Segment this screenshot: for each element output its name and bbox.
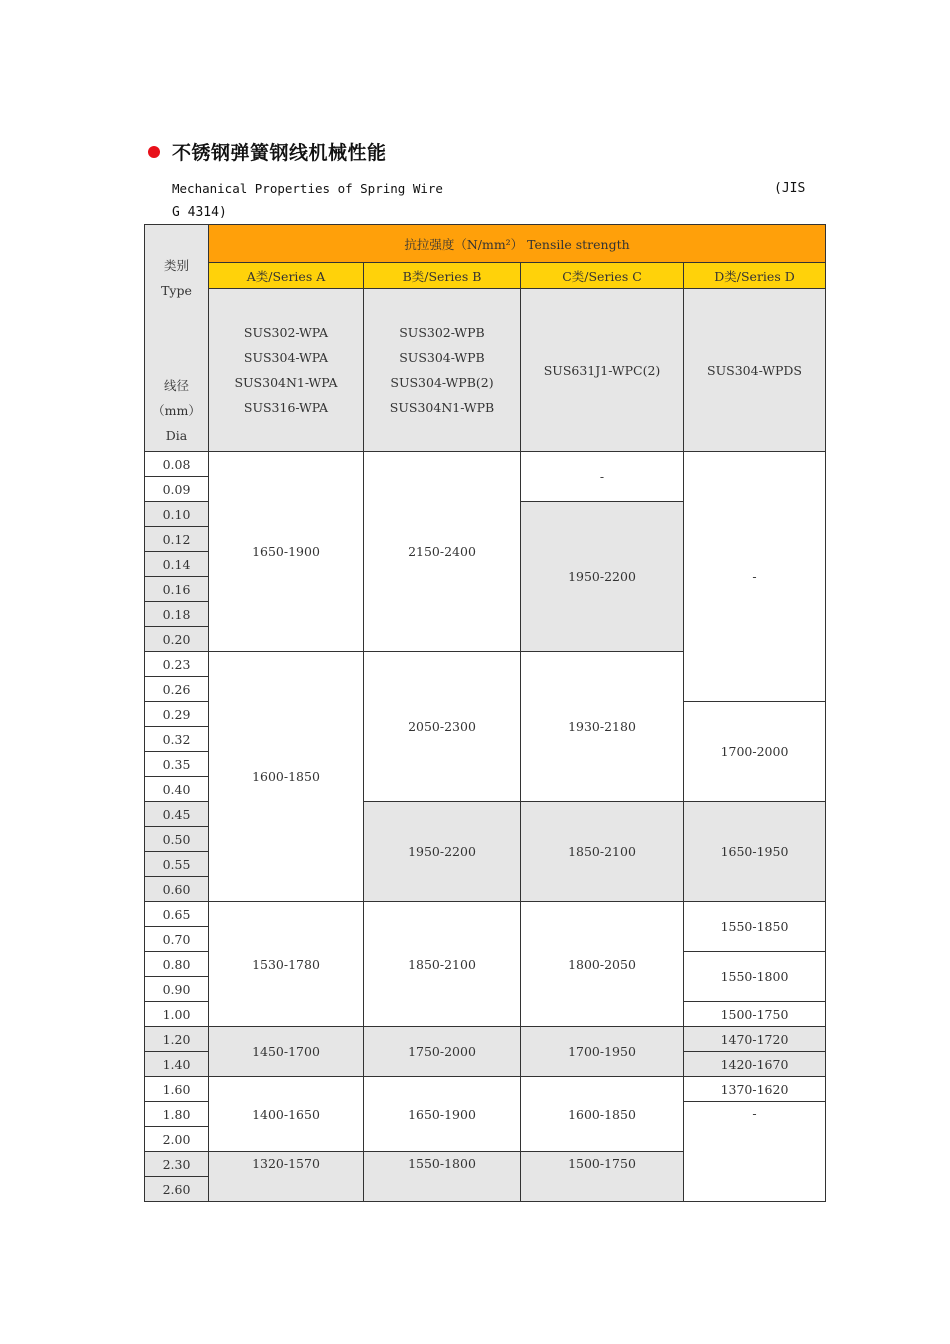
series-a-grades	[209, 289, 364, 452]
dia-cell: 0.50	[145, 827, 209, 852]
dia-cell: 0.09	[145, 477, 209, 502]
value-cell: 1950-2200	[364, 802, 521, 902]
dia-cell: 0.14	[145, 552, 209, 577]
type-label-en: Type	[161, 283, 192, 298]
value-cell: 1320-1570	[209, 1152, 364, 1202]
subtitle-standard-line2: G 4314)	[172, 205, 227, 220]
series-a-header: A类/Series A	[209, 263, 364, 289]
value-cell: 1800-2050	[521, 902, 684, 1027]
tensile-strength-header: 抗拉强度（N/mm²） Tensile strength	[209, 225, 826, 263]
dia-cell: 0.32	[145, 727, 209, 752]
value-cell: 1850-2100	[521, 802, 684, 902]
value-cell: 1750-2000	[364, 1027, 521, 1077]
dia-cell: 0.23	[145, 652, 209, 677]
value-cell: 1850-2100	[364, 902, 521, 1027]
dia-cell: 0.60	[145, 877, 209, 902]
dia-label-en: Dia	[165, 428, 188, 443]
page-title: 不锈钢弹簧钢线机械性能	[172, 142, 387, 164]
dia-cell: 1.80	[145, 1102, 209, 1127]
dia-cell: 2.30	[145, 1152, 209, 1177]
dia-cell: 0.70	[145, 927, 209, 952]
value-cell: 1500-1750	[684, 1002, 826, 1027]
series-d-grades: SUS304-WPDS	[684, 289, 826, 452]
grade: SUS304N1-WPA	[234, 375, 338, 390]
dia-cell: 0.20	[145, 627, 209, 652]
subtitle-english: Mechanical Properties of Spring Wire	[172, 181, 443, 196]
subtitle-standard-line1: (JIS	[774, 181, 806, 196]
dia-cell: 0.10	[145, 502, 209, 527]
value-cell: 1400-1650	[209, 1077, 364, 1152]
dia-cell: 2.00	[145, 1127, 209, 1152]
dia-cell: 0.26	[145, 677, 209, 702]
value-cell: 2150-2400	[364, 452, 521, 652]
value-cell: -	[684, 452, 826, 702]
value-cell: 1650-1900	[364, 1077, 521, 1152]
dia-cell: 0.18	[145, 602, 209, 627]
dia-cell: 0.12	[145, 527, 209, 552]
value-cell: 1420-1670	[684, 1052, 826, 1077]
grade: SUS302-WPA	[243, 325, 329, 340]
dia-cell: 0.90	[145, 977, 209, 1002]
value-cell: -	[684, 1102, 826, 1202]
value-cell: 1950-2200	[521, 502, 684, 652]
dia-cell: 0.80	[145, 952, 209, 977]
value-cell: -	[521, 452, 684, 502]
dia-cell: 0.55	[145, 852, 209, 877]
value-cell: 1600-1850	[209, 652, 364, 902]
value-cell: 1370-1620	[684, 1077, 826, 1102]
bullet-dot-icon	[148, 146, 160, 158]
dia-cell: 0.65	[145, 902, 209, 927]
dia-cell: 1.20	[145, 1027, 209, 1052]
value-cell: 1550-1800	[684, 952, 826, 1002]
value-cell: 1550-1800	[364, 1152, 521, 1202]
dia-cell: 0.08	[145, 452, 209, 477]
series-d-header: D类/Series D	[684, 263, 826, 289]
value-cell: 1550-1850	[684, 902, 826, 952]
dia-cell: 1.40	[145, 1052, 209, 1077]
dia-cell: 2.60	[145, 1177, 209, 1202]
value-cell: 1930-2180	[521, 652, 684, 802]
value-cell: 1500-1750	[521, 1152, 684, 1202]
section-heading	[148, 138, 387, 165]
mechanical-properties-table	[144, 224, 826, 1202]
value-cell: 1470-1720	[684, 1027, 826, 1052]
grade: SUS304N1-WPB	[389, 400, 495, 415]
grade: SUS316-WPA	[243, 400, 329, 415]
series-b-header: B类/Series B	[364, 263, 521, 289]
type-dia-header	[145, 225, 209, 452]
dia-label: 线径	[163, 378, 189, 393]
value-cell: 2050-2300	[364, 652, 521, 802]
dia-cell: 1.00	[145, 1002, 209, 1027]
type-label: 类别	[163, 258, 189, 273]
value-cell: 1650-1950	[684, 802, 826, 902]
dia-cell: 1.60	[145, 1077, 209, 1102]
dia-cell: 0.40	[145, 777, 209, 802]
dia-unit: （mm）	[152, 403, 201, 418]
dia-cell: 0.45	[145, 802, 209, 827]
dia-cell: 0.35	[145, 752, 209, 777]
grade: SUS304-WPB	[399, 350, 485, 365]
grade: SUS302-WPB	[399, 325, 485, 340]
grade: SUS304-WPB(2)	[390, 375, 494, 390]
series-c-grades: SUS631J1-WPC(2)	[521, 289, 684, 452]
series-c-header: C类/Series C	[521, 263, 684, 289]
series-b-grades	[364, 289, 521, 452]
value-cell: 1600-1850	[521, 1077, 684, 1152]
value-cell: 1450-1700	[209, 1027, 364, 1077]
grade: SUS304-WPA	[243, 350, 329, 365]
value-cell: 1650-1900	[209, 452, 364, 652]
value-cell: 1700-2000	[684, 702, 826, 802]
dia-cell: 0.16	[145, 577, 209, 602]
dia-cell: 0.29	[145, 702, 209, 727]
value-cell: 1530-1780	[209, 902, 364, 1027]
value-cell: 1700-1950	[521, 1027, 684, 1077]
